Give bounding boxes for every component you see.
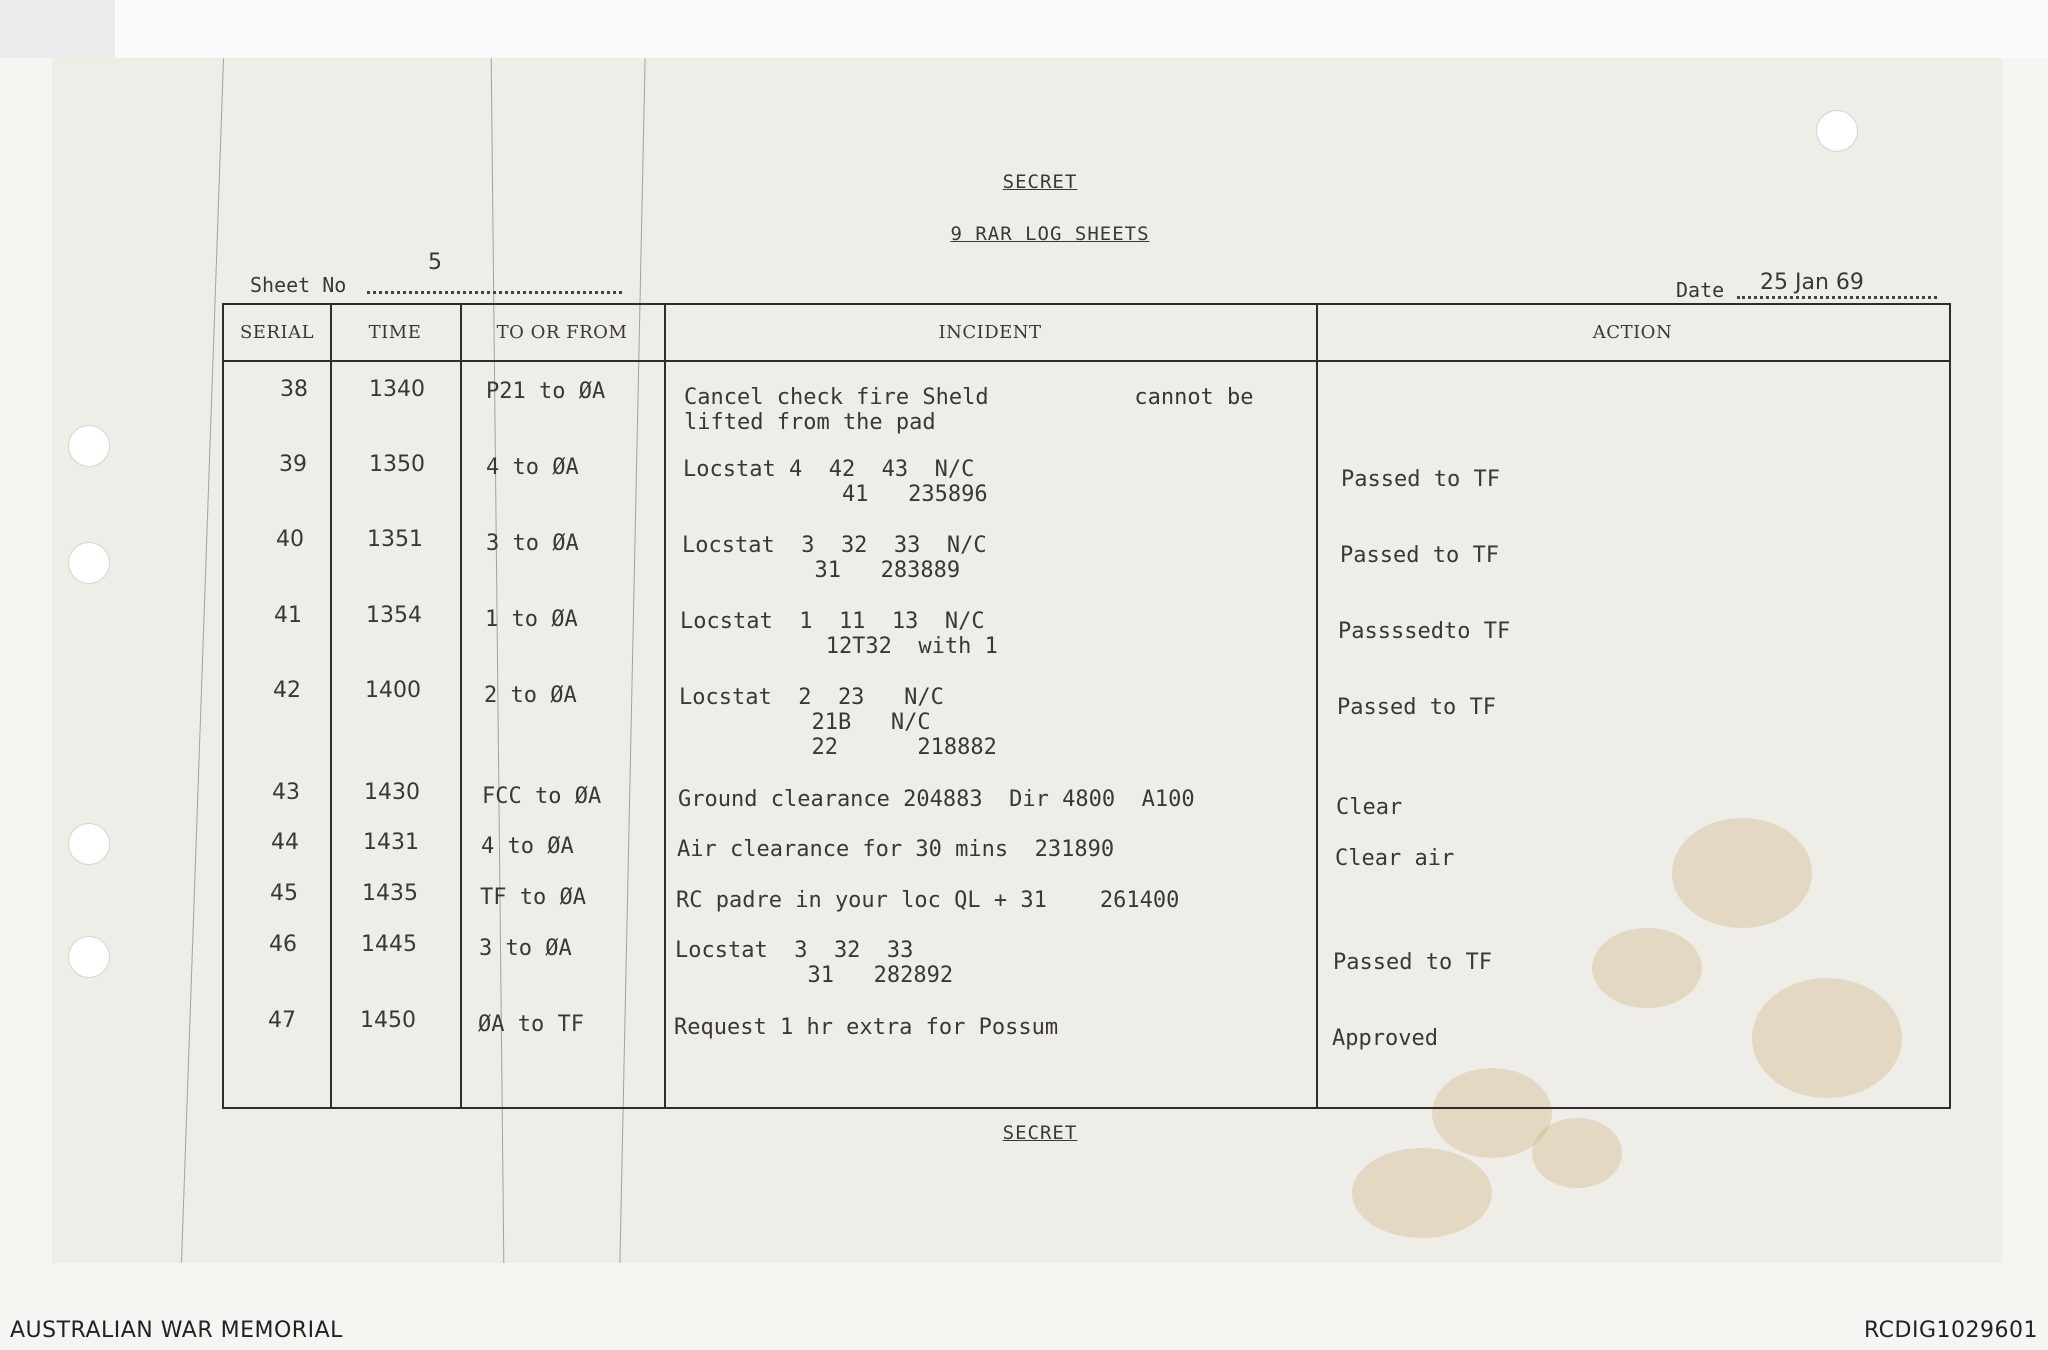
cell-time: 1351: [367, 527, 423, 552]
cell-serial: 47: [268, 1008, 296, 1033]
column-divider: [664, 305, 666, 1107]
cell-incident: Air clearance for 30 mins 231890: [677, 837, 1115, 862]
cell-serial: 46: [269, 932, 297, 957]
cell-serial: 45: [270, 881, 298, 906]
cell-time: 1354: [366, 603, 422, 628]
punch-hole: [68, 542, 110, 584]
cell-time: 1445: [361, 932, 417, 957]
classification-bottom: SECRET: [1002, 1122, 1078, 1144]
cell-to-from: 4 to ØA: [486, 455, 579, 480]
cell-time: 1350: [369, 452, 425, 477]
cell-action: Passed to TF: [1337, 695, 1496, 720]
cell-incident: Locstat 2 23 N/C 21B N/C 22 218882: [679, 685, 997, 760]
cell-serial: 40: [276, 527, 304, 552]
cell-serial: 38: [280, 377, 308, 402]
cell-to-from: 3 to ØA: [479, 936, 572, 961]
cell-incident: Locstat 4 42 43 N/C 41 235896: [683, 457, 988, 507]
cell-time: 1340: [369, 377, 425, 402]
cell-serial: 41: [274, 603, 302, 628]
cell-time: 1430: [364, 780, 420, 805]
cell-action: Clear: [1336, 795, 1403, 820]
header-divider: [224, 360, 1949, 362]
fold-crease: [181, 58, 224, 1262]
date-value: 25 Jan 69: [1760, 270, 1864, 295]
cell-time: 1450: [360, 1008, 416, 1033]
cell-serial: 44: [271, 830, 299, 855]
document-title: 9 RAR LOG SHEETS: [950, 223, 1150, 245]
header-incident: INCIDENT: [938, 322, 1042, 343]
water-stain: [1532, 1118, 1622, 1188]
column-divider: [330, 305, 332, 1107]
cell-time: 1400: [365, 678, 421, 703]
cell-incident: Locstat 1 11 13 N/C 12T32 with 1: [680, 609, 998, 659]
punch-hole: [68, 823, 110, 865]
water-stain: [1352, 1148, 1492, 1238]
header-time: TIME: [368, 322, 422, 343]
header-serial: SERIAL: [239, 322, 315, 343]
archive-reference: RCDIG1029601: [1863, 1318, 2038, 1343]
cell-action: Passed to TF: [1341, 467, 1500, 492]
cell-to-from: 2 to ØA: [484, 683, 577, 708]
column-divider: [1316, 305, 1318, 1107]
scan-background-notch: [0, 0, 115, 58]
cell-to-from: TF to ØA: [480, 885, 586, 910]
log-table: [222, 303, 1951, 1109]
cell-to-from: FCC to ØA: [482, 784, 602, 809]
cell-incident: Cancel check fire Sheld cannot be lifted from the pad: [684, 385, 1254, 435]
archive-credit: AUSTRALIAN WAR MEMORIAL: [10, 1318, 343, 1343]
punch-hole: [68, 425, 110, 467]
cell-time: 1435: [362, 881, 418, 906]
cell-incident: Locstat 3 32 33 31 282892: [675, 938, 954, 988]
cell-action: Passssedto TF: [1338, 619, 1511, 644]
header-action: ACTION: [1592, 322, 1673, 343]
cell-action: Passed to TF: [1340, 543, 1499, 568]
date-label: Date: [1676, 278, 1725, 302]
punch-hole: [1816, 110, 1858, 152]
cell-serial: 42: [273, 678, 301, 703]
cell-serial: 43: [272, 780, 300, 805]
cell-action: Passed to TF: [1333, 950, 1492, 975]
date-dotted-line: [1737, 296, 1937, 299]
cell-incident: RC padre in your loc QL + 31 261400: [676, 888, 1180, 913]
cell-serial: 39: [279, 452, 307, 477]
cell-action: Approved: [1332, 1026, 1438, 1051]
cell-time: 1431: [363, 830, 419, 855]
sheet-no-value: 5: [428, 250, 442, 275]
cell-incident: Request 1 hr extra for Possum: [674, 1015, 1059, 1040]
punch-hole: [68, 936, 110, 978]
sheet-no-dotted-line: [367, 291, 622, 294]
sheet-no-label: Sheet No: [250, 273, 347, 297]
cell-to-from: ØA to TF: [478, 1012, 584, 1037]
cell-incident: Locstat 3 32 33 N/C 31 283889: [682, 533, 987, 583]
classification-top: SECRET: [1002, 171, 1078, 193]
scan-background-top: [0, 0, 2048, 58]
cell-to-from: 4 to ØA: [481, 834, 574, 859]
column-divider: [460, 305, 462, 1107]
cell-to-from: P21 to ØA: [486, 379, 606, 404]
cell-to-from: 1 to ØA: [485, 607, 578, 632]
cell-incident: Ground clearance 204883 Dir 4800 A100: [678, 787, 1195, 812]
cell-to-from: 3 to ØA: [486, 531, 579, 556]
cell-action: Clear air: [1335, 846, 1455, 871]
header-to-or-from: TO OR FROM: [496, 322, 628, 343]
